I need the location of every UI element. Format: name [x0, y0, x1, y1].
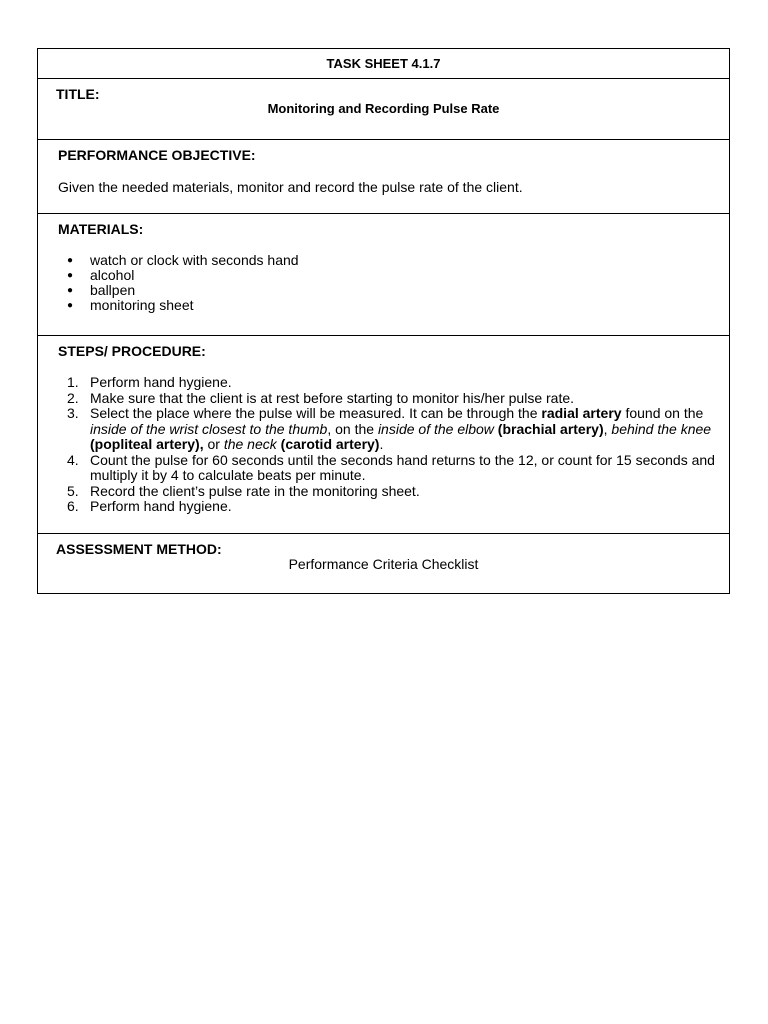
step-text: Make sure that the client is at rest before starting to monitor his/her pulse rate.: [90, 389, 575, 406]
step-text: radial artery: [541, 405, 622, 421]
step-text: found on the: [621, 405, 704, 421]
step-item: [58, 406, 729, 453]
step-number: 6.: [67, 498, 79, 514]
objective-section: [38, 140, 729, 214]
step-text: (brachial artery): [497, 420, 604, 437]
steps-section: [38, 336, 729, 534]
materials-label: MATERIALS:: [58, 221, 144, 237]
task-sheet-table: [37, 48, 730, 594]
materials-section: [38, 214, 729, 336]
step-item: [58, 499, 729, 515]
step-item: [58, 391, 729, 407]
materials-item: ● ballpen: [58, 283, 729, 298]
step-number: 5.: [67, 482, 79, 499]
materials-item: ● alcohol: [58, 268, 729, 283]
step-text: inside of the elbow: [377, 420, 494, 437]
step-text: (popliteal artery),: [90, 436, 204, 452]
assessment-section: [38, 534, 729, 593]
title-section: [38, 79, 729, 140]
materials-item: ● watch or clock with seconds hand: [58, 253, 729, 268]
title-label: TITLE:: [56, 86, 100, 102]
materials-list: [58, 253, 729, 313]
step-text: (carotid artery): [280, 436, 380, 452]
step-number: 3.: [67, 405, 79, 421]
steps-label: STEPS/ PROCEDURE:: [58, 343, 206, 359]
step-text: , on the: [327, 420, 378, 437]
step-text: the neck: [223, 436, 277, 452]
objective-text: Given the needed materials, monitor and record the pulse rate of the client.: [58, 179, 523, 195]
step-text: Count the pulse for 60 seconds until the seconds hand returns to the 12, or count for 15 seconds and multiply it by 4 to calculate beats per minute.: [90, 451, 715, 483]
assessment-label: ASSESSMENT METHOD:: [56, 541, 222, 557]
assessment-value: Performance Criteria Checklist: [288, 556, 479, 572]
step-text: behind the knee: [611, 420, 712, 437]
task-sheet-header: TASK SHEET 4.1.7: [38, 49, 729, 79]
step-text: Perform hand hygiene.: [90, 498, 232, 514]
materials-item: ● monitoring sheet: [58, 298, 729, 313]
title-value: Monitoring and Recording Pulse Rate: [267, 101, 500, 116]
step-number: 1.: [67, 374, 79, 390]
step-text: ,: [603, 420, 612, 437]
step-item: [58, 484, 729, 500]
step-number: 4.: [67, 451, 79, 468]
step-text: .: [379, 436, 384, 452]
step-text: Record the client’s pulse rate in the monitoring sheet.: [90, 482, 420, 499]
step-text: or: [203, 436, 224, 452]
step-item: [58, 453, 729, 484]
step-text: Perform hand hygiene.: [90, 374, 232, 390]
step-number: 2.: [67, 389, 79, 406]
step-text: Select the place where the pulse will be measured. It can be through the: [90, 405, 542, 421]
step-text: inside of the wrist closest to the thumb: [90, 420, 328, 437]
objective-label: PERFORMANCE OBJECTIVE:: [58, 147, 256, 163]
step-item: [58, 375, 729, 391]
steps-list: [58, 375, 729, 515]
